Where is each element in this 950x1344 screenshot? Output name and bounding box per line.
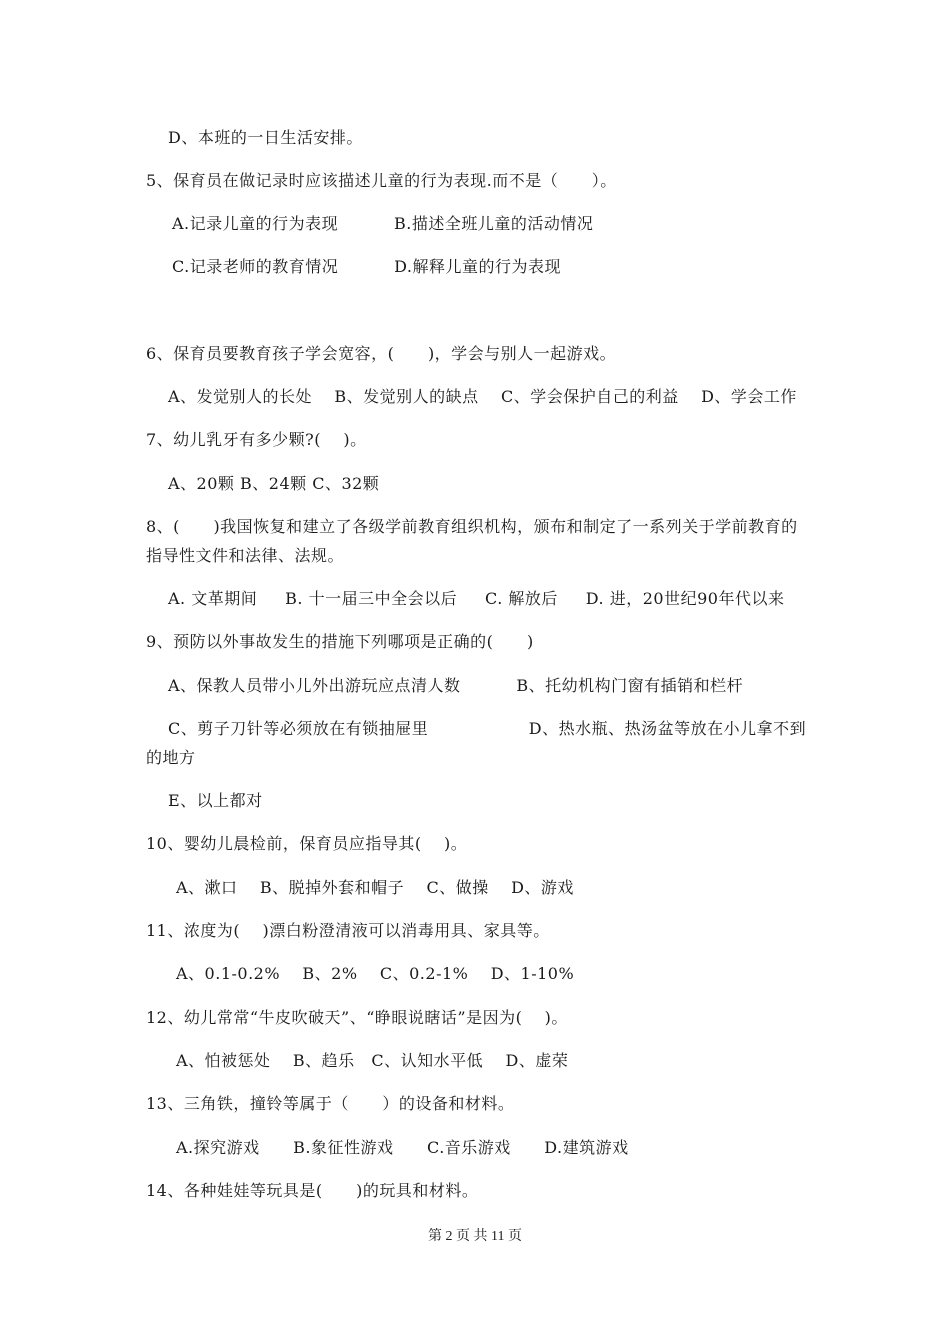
q6-question: 6、保育员要教育孩子学会宽容，( )，学会与别人一起游戏。: [146, 344, 617, 363]
q8-options: A. 文革期间 B. 十一届三中全会以后 C. 解放后 D. 进，20世纪90年代以来: [168, 589, 785, 608]
q10-options: A、漱口 B、脱掉外套和帽子 C、做操 D、游戏: [176, 878, 574, 897]
q7-question: 7、幼儿乳牙有多少颗?( )。: [146, 430, 367, 449]
q12-options: A、怕被惩处 B、趋乐 C、认知水平低 D、虚荣: [176, 1051, 569, 1070]
q9-options-row2-cont: 的地方: [146, 748, 196, 767]
q8-question-line1: 8、( )我国恢复和建立了各级学前教育组织机构，颁布和制定了一系列关于学前教育的: [146, 517, 798, 536]
q7-options: A、20颗 B、24颗 C、32颗: [168, 474, 380, 493]
q10-question: 10、婴幼儿晨检前，保育员应指导其( )。: [146, 834, 468, 853]
q8-question-line2: 指导性文件和法律、法规。: [146, 546, 345, 565]
q14-question: 14、各种娃娃等玩具是( )的玩具和材料。: [146, 1181, 479, 1200]
q11-question: 11、浓度为( )漂白粉澄清液可以消毒用具、家具等。: [146, 921, 550, 940]
q9-option-e: E、以上都对: [168, 791, 263, 810]
q5-options-row1: A.记录儿童的行为表现 B.描述全班儿童的活动情况: [172, 214, 594, 233]
q4-option-d: D、本班的一日生活安排。: [168, 128, 363, 147]
q9-options-row2: C、剪子刀针等必须放在有锁抽屉里 D、热水瓶、热汤盆等放在小儿拿不到: [168, 719, 807, 738]
q13-question: 13、三角铁，撞铃等属于（ ）的设备和材料。: [146, 1094, 515, 1113]
q9-options-row1: A、保教人员带小儿外出游玩应点清人数 B、托幼机构门窗有插销和栏杆: [168, 676, 744, 695]
q9-question: 9、预防以外事故发生的措施下列哪项是正确的( ): [146, 632, 534, 651]
q12-question: 12、幼儿常常“牛皮吹破天”、“睁眼说瞎话”是因为( )。: [146, 1008, 568, 1027]
q13-options: A.探究游戏 B.象征性游戏 C.音乐游戏 D.建筑游戏: [176, 1138, 629, 1157]
q6-options: A、发觉别人的长处 B、发觉别人的缺点 C、学会保护自己的利益 D、学会工作: [168, 387, 797, 406]
q11-options: A、0.1-0.2% B、2% C、0.2-1% D、1-10%: [176, 964, 575, 983]
q5-options-row2: C.记录老师的教育情况 D.解释儿童的行为表现: [172, 257, 561, 276]
page-footer: 第 2 页 共 11 页: [428, 1229, 522, 1244]
q5-question: 5、保育员在做记录时应该描述儿童的行为表现.而不是（ ）。: [146, 171, 617, 190]
